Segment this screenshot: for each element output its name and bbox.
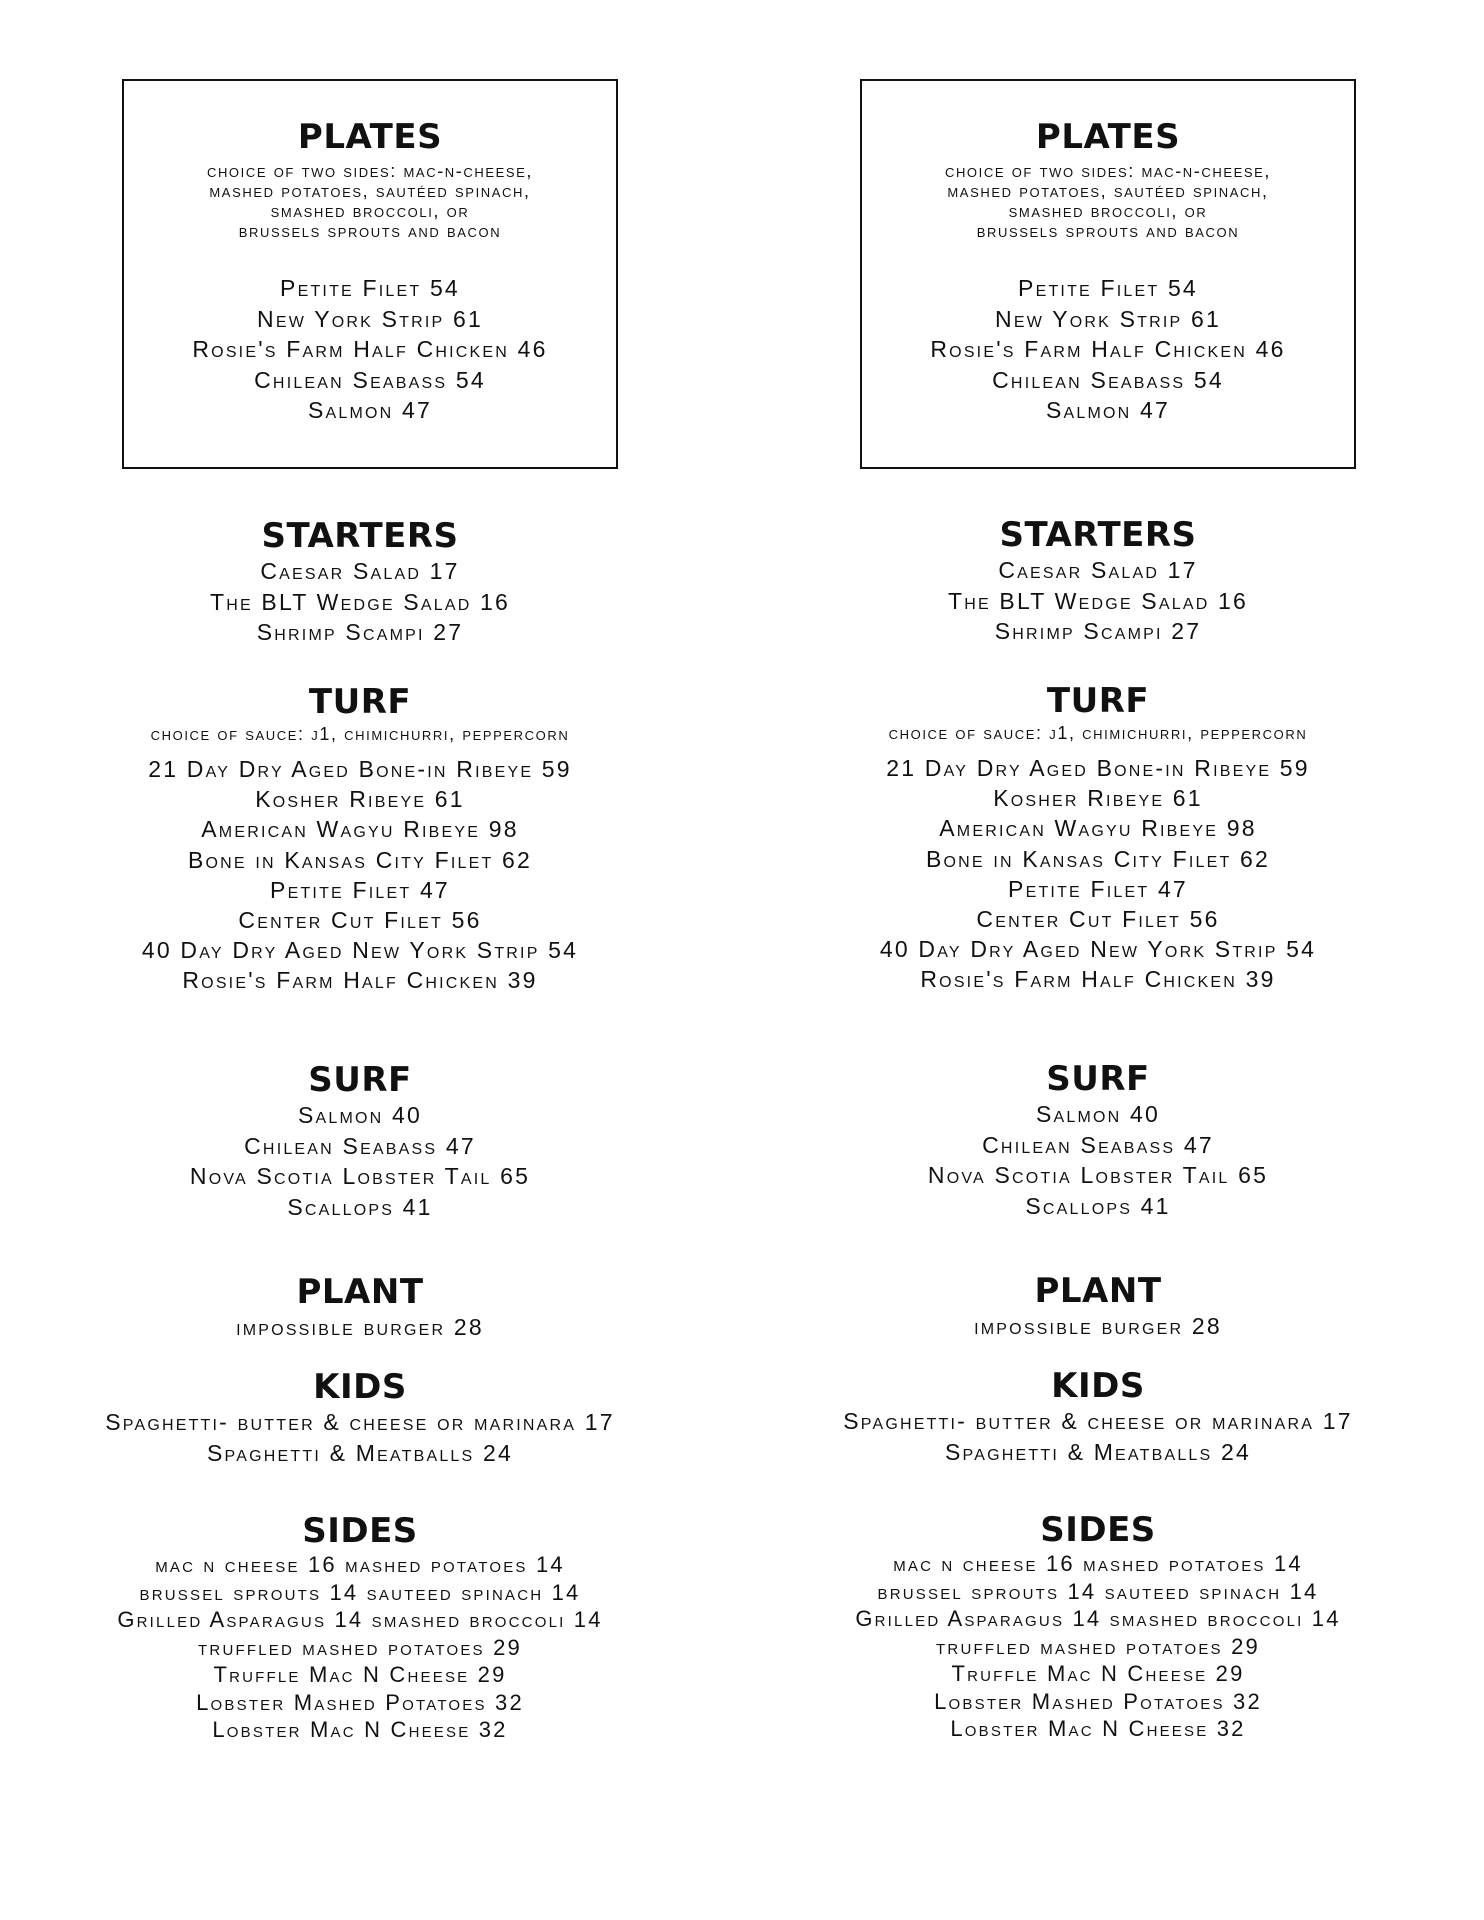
plates-note-line: mashed potatoes, sautéed spinach, xyxy=(947,181,1269,201)
menu-item: 40 Day Dry Aged New York Strip 54 xyxy=(141,937,579,964)
menu-item: Truffle Mac N Cheese 29 xyxy=(951,1661,1245,1686)
menu-item: Lobster Mashed Potatoes 32 xyxy=(196,1689,524,1715)
menu-item: 21 Day Dry Aged Bone-in Ribeye 59 xyxy=(886,755,1310,781)
starters-heading: STARTERS xyxy=(261,516,459,556)
menu-item: Kosher Ribeye 61 xyxy=(255,786,465,813)
sides-heading: SIDES xyxy=(1040,1510,1156,1550)
turf-section xyxy=(0,682,720,996)
turf-heading: TURF xyxy=(1046,681,1150,721)
menu-item: Chilean Seabass 47 xyxy=(244,1132,476,1159)
plates-sides-note xyxy=(862,161,1354,241)
menu-item: New York Strip 61 xyxy=(257,305,483,332)
menu-item: Chilean Seabass 54 xyxy=(992,366,1224,393)
sides-heading: SIDES xyxy=(302,1511,418,1551)
plates-list xyxy=(862,273,1354,426)
menu-item: Shrimp Scampi 27 xyxy=(994,618,1202,644)
plant-section xyxy=(738,1271,1458,1341)
turf-sauce-note: choice of sauce: j1, chimichurri, peppercorn xyxy=(888,723,1308,743)
plates-note-line: choice of two sides: mac-n-cheese, xyxy=(206,161,534,181)
surf-heading: SURF xyxy=(1046,1059,1150,1099)
menu-item: Scallops 41 xyxy=(287,1193,433,1220)
menu-item: Bone in Kansas City Filet 62 xyxy=(925,845,1271,872)
plates-note-line: smashed broccoli, or xyxy=(270,201,470,221)
menu-item: Lobster Mashed Potatoes 32 xyxy=(934,1688,1262,1714)
menu-item: American Wagyu Ribeye 98 xyxy=(939,815,1257,842)
menu-item: Grilled Asparagus 14 smashed broccoli 14 xyxy=(855,1606,1341,1631)
surf-section xyxy=(0,1060,720,1222)
menu-item: mac n cheese 16 mashed potatoes 14 xyxy=(155,1552,565,1577)
menu-item: Petite Filet 54 xyxy=(280,275,460,301)
turf-section xyxy=(738,681,1458,995)
menu-item: Center Cut Filet 56 xyxy=(238,907,482,934)
menu-item: Salmon 47 xyxy=(307,397,432,423)
menu-item: New York Strip 61 xyxy=(995,305,1221,332)
menu-item: Rosie's Farm Half Chicken 39 xyxy=(182,967,538,994)
kids-section xyxy=(0,1367,720,1468)
menu-item: Salmon 40 xyxy=(1035,1101,1160,1127)
plates-note-line: brussels sprouts and bacon xyxy=(238,221,502,241)
menu-item: Petite Filet 54 xyxy=(1018,275,1198,301)
menu-item: Salmon 47 xyxy=(1045,397,1170,423)
menu-item: Shrimp Scampi 27 xyxy=(256,619,464,645)
menu-item: Rosie's Farm Half Chicken 46 xyxy=(930,336,1286,362)
plates-note-line: choice of two sides: mac-n-cheese, xyxy=(944,161,1272,181)
surf-section xyxy=(738,1059,1458,1221)
plant-section xyxy=(0,1272,720,1342)
menu-item: truffled mashed potatoes 29 xyxy=(936,1633,1260,1659)
menu-item: Scallops 41 xyxy=(1025,1192,1171,1219)
starters-section xyxy=(738,515,1458,647)
plates-heading: PLATES xyxy=(1035,117,1181,157)
starters-heading: STARTERS xyxy=(999,515,1197,555)
menu-item: Chilean Seabass 47 xyxy=(982,1131,1214,1158)
kids-heading: KIDS xyxy=(1051,1366,1145,1406)
plates-note-line: smashed broccoli, or xyxy=(1008,201,1208,221)
menu-item: Caesar Salad 17 xyxy=(260,558,460,584)
plates-list xyxy=(124,273,616,426)
menu-item: Nova Scotia Lobster Tail 65 xyxy=(189,1163,531,1189)
sides-section xyxy=(738,1510,1458,1743)
starters-section xyxy=(0,516,720,648)
kids-section xyxy=(738,1366,1458,1467)
menu-item: The BLT Wedge Salad 16 xyxy=(947,587,1249,614)
menu-item: truffled mashed potatoes 29 xyxy=(198,1634,522,1660)
menu-item: mac n cheese 16 mashed potatoes 14 xyxy=(893,1551,1303,1576)
plant-heading: PLANT xyxy=(1034,1271,1162,1311)
menu-item: Grilled Asparagus 14 smashed broccoli 14 xyxy=(117,1607,603,1632)
menu-item: Rosie's Farm Half Chicken 39 xyxy=(920,966,1276,993)
menu-item: Spaghetti & Meatballs 24 xyxy=(207,1439,513,1466)
menu-item: Chilean Seabass 54 xyxy=(254,366,486,393)
menu-item: brussel sprouts 14 sauteed spinach 14 xyxy=(139,1579,581,1605)
plates-sides-note xyxy=(124,161,616,241)
turf-heading: TURF xyxy=(308,682,412,722)
menu-item: 40 Day Dry Aged New York Strip 54 xyxy=(879,936,1317,963)
plates-heading: PLATES xyxy=(297,117,443,157)
menu-item: Lobster Mac N Cheese 32 xyxy=(212,1717,508,1742)
menu-item: Salmon 40 xyxy=(297,1102,422,1128)
turf-sauce-note: choice of sauce: j1, chimichurri, peppercorn xyxy=(150,724,570,744)
menu-item: Nova Scotia Lobster Tail 65 xyxy=(927,1162,1269,1188)
menu-item: The BLT Wedge Salad 16 xyxy=(209,588,511,615)
plant-heading: PLANT xyxy=(296,1272,424,1312)
menu-item: Spaghetti- butter & cheese or marinara 17 xyxy=(105,1409,615,1435)
surf-heading: SURF xyxy=(308,1060,412,1100)
menu-item: Bone in Kansas City Filet 62 xyxy=(187,846,533,873)
menu-item: Petite Filet 47 xyxy=(270,876,450,903)
menu-item: Caesar Salad 17 xyxy=(998,557,1198,583)
menu-item: Petite Filet 47 xyxy=(1008,875,1188,902)
plates-note-line: brussels sprouts and bacon xyxy=(976,221,1240,241)
menu-item: brussel sprouts 14 sauteed spinach 14 xyxy=(877,1578,1319,1604)
menu-item: Spaghetti & Meatballs 24 xyxy=(945,1438,1251,1465)
plates-box xyxy=(860,79,1356,469)
menu-item: 21 Day Dry Aged Bone-in Ribeye 59 xyxy=(148,756,572,782)
menu-item: Kosher Ribeye 61 xyxy=(993,785,1203,812)
plates-box xyxy=(122,79,618,469)
menu-item: Rosie's Farm Half Chicken 46 xyxy=(192,336,548,362)
menu-item: Lobster Mac N Cheese 32 xyxy=(950,1716,1246,1741)
kids-heading: KIDS xyxy=(313,1367,407,1407)
menu-item: Center Cut Filet 56 xyxy=(976,906,1220,933)
menu-item: American Wagyu Ribeye 98 xyxy=(201,816,519,843)
menu-item: Truffle Mac N Cheese 29 xyxy=(213,1662,507,1687)
menu-item: impossible burger 28 xyxy=(236,1314,484,1340)
menu-item: impossible burger 28 xyxy=(974,1313,1222,1339)
plates-note-line: mashed potatoes, sautéed spinach, xyxy=(209,181,531,201)
sides-section xyxy=(0,1511,720,1744)
menu-item: Spaghetti- butter & cheese or marinara 17 xyxy=(843,1408,1353,1434)
